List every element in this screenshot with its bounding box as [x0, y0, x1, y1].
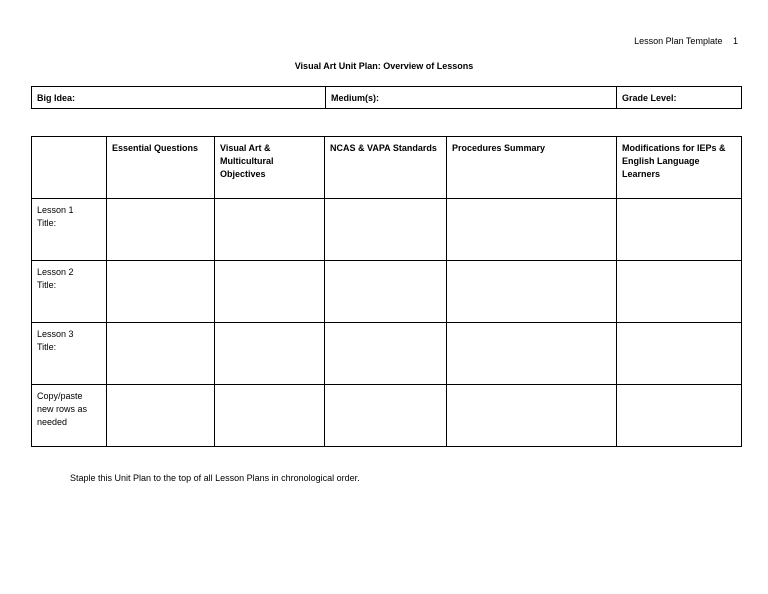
table-cell[interactable]: [447, 199, 617, 261]
table-cell[interactable]: [617, 385, 742, 447]
table-cell[interactable]: [617, 323, 742, 385]
row-label-lesson-2: Lesson 2 Title:: [32, 261, 107, 323]
big-idea-label: Big Idea:: [37, 92, 76, 103]
table-cell[interactable]: [215, 323, 325, 385]
table-cell[interactable]: [447, 261, 617, 323]
column-header-blank: [32, 137, 107, 199]
running-header: [634, 36, 738, 46]
row-label-lesson-3: Lesson 3 Title:: [32, 323, 107, 385]
table-row: [32, 323, 742, 385]
table-cell[interactable]: [107, 385, 215, 447]
grade-level-label: Grade Level:: [622, 92, 677, 103]
medium-cell[interactable]: [326, 87, 617, 109]
row-label-lesson-1: Lesson 1 Title:: [32, 199, 107, 261]
big-idea-cell[interactable]: [32, 87, 326, 109]
row-label-copy-paste: Copy/paste new rows as needed: [32, 385, 107, 447]
table-cell[interactable]: [325, 385, 447, 447]
table-cell[interactable]: [107, 199, 215, 261]
table-row: [32, 261, 742, 323]
running-title: Lesson Plan Template: [634, 36, 723, 46]
page-number: 1: [732, 36, 738, 46]
document-title: Visual Art Unit Plan: Overview of Lessons: [294, 61, 474, 71]
table-cell[interactable]: [107, 261, 215, 323]
table-cell[interactable]: [447, 385, 617, 447]
column-header-objectives: Visual Art & Multicultural Objectives: [215, 137, 325, 199]
medium-label: Medium(s):: [331, 92, 379, 103]
lessons-table: [31, 136, 742, 447]
table-cell[interactable]: [325, 199, 447, 261]
table-cell[interactable]: [617, 199, 742, 261]
footer-note: Staple this Unit Plan to the top of all Lesson Plans in chronological order.: [70, 473, 360, 483]
table-row: [32, 385, 742, 447]
table-cell[interactable]: [617, 261, 742, 323]
info-table: [31, 86, 742, 109]
table-cell[interactable]: [325, 323, 447, 385]
grade-level-cell[interactable]: [617, 87, 742, 109]
column-header-procedures: Procedures Summary: [447, 137, 617, 199]
table-cell[interactable]: [215, 199, 325, 261]
lessons-header-row: [32, 137, 742, 199]
table-cell[interactable]: [325, 261, 447, 323]
column-header-standards: NCAS & VAPA Standards: [325, 137, 447, 199]
table-cell[interactable]: [215, 385, 325, 447]
table-cell[interactable]: [447, 323, 617, 385]
info-row: [32, 87, 742, 109]
table-cell[interactable]: [215, 261, 325, 323]
table-row: [32, 199, 742, 261]
column-header-modifications: Modifications for IEPs & English Language Learners: [617, 137, 742, 199]
column-header-essential-questions: Essential Questions: [107, 137, 215, 199]
table-cell[interactable]: [107, 323, 215, 385]
